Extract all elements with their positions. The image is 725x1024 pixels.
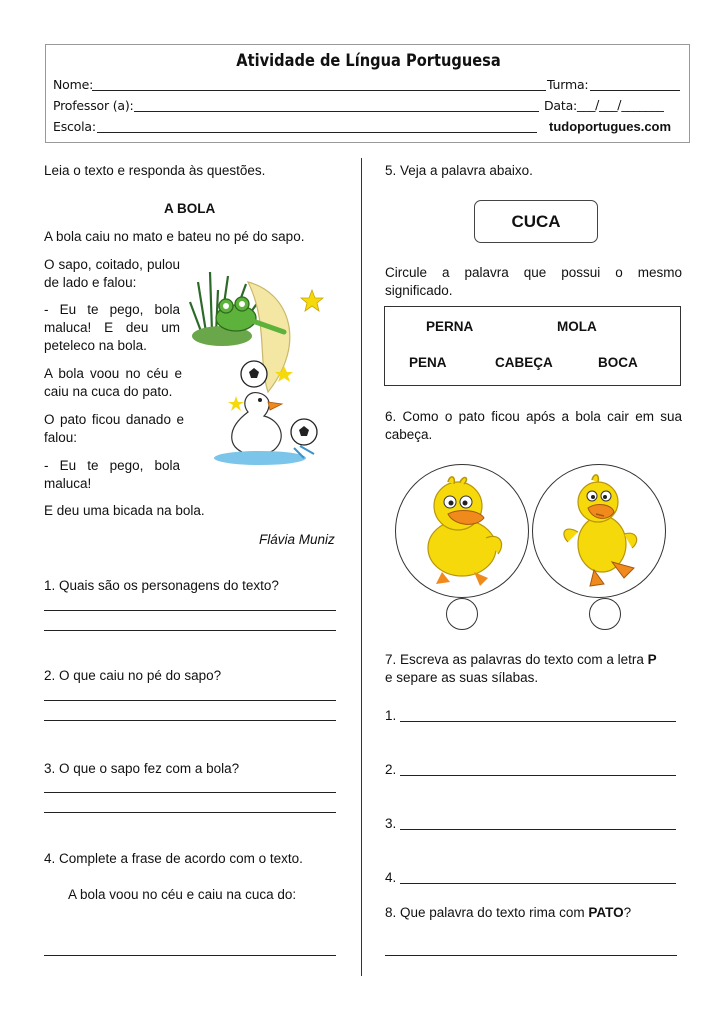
question-4: 4. Complete a frase de acordo com o texto.: [44, 851, 303, 866]
question-8-word: PATO: [588, 905, 624, 920]
answer-line-2a[interactable]: [44, 700, 336, 701]
story-title: A BOLA: [164, 201, 216, 216]
story-line-7: E deu uma bicada na bola.: [44, 503, 205, 518]
angry-duck-icon: [552, 472, 648, 592]
q7-item-3-number: 3.: [385, 816, 397, 831]
site-name: tudoportugues.com: [549, 119, 672, 134]
frog-ball-duck-illustration: [188, 262, 328, 472]
intro-text: Leia o texto e responda às questões.: [44, 163, 266, 178]
q7-item-1-number: 1.: [385, 708, 397, 723]
author: Flávia Muniz: [259, 532, 335, 547]
question-8-text: 8. Que palavra do texto rima com: [385, 905, 589, 920]
question-2: 2. O que caiu no pé do sapo?: [44, 668, 222, 683]
option-cabeca[interactable]: CABEÇA: [495, 355, 553, 370]
professor-field[interactable]: [134, 111, 539, 112]
question-1: 1. Quais são os personagens do texto?: [44, 578, 279, 593]
nome-label: Nome:: [53, 77, 94, 92]
option-mola[interactable]: MOLA: [557, 319, 597, 334]
q8-answer-line[interactable]: [385, 955, 677, 956]
story-line-2: O sapo, coitado, pulou de lado e falou:: [44, 257, 180, 290]
answer-line-1b[interactable]: [44, 630, 336, 631]
word-options-box: [384, 306, 681, 386]
question-8: [385, 905, 631, 920]
turma-label: Turma:: [547, 77, 589, 92]
cuca-word-box: CUCA: [474, 200, 598, 243]
q7-answer-line-1[interactable]: [400, 721, 676, 722]
q7-item-2-number: 2.: [385, 762, 397, 777]
option-boca[interactable]: BOCA: [598, 355, 638, 370]
q7-answer-line-3[interactable]: [400, 829, 676, 830]
answer-line-4[interactable]: [44, 955, 336, 956]
question-7: [385, 652, 657, 667]
answer-line-3a[interactable]: [44, 792, 336, 793]
turma-field[interactable]: [590, 90, 680, 91]
story-line-1: A bola caiu no mato e bateu no pé do sapo.: [44, 229, 305, 244]
story-line-5: O pato ficou danado e falou:: [44, 412, 184, 445]
option-pena[interactable]: PENA: [409, 355, 447, 370]
question-8-mark: ?: [623, 905, 632, 920]
option-perna[interactable]: PERNA: [426, 319, 474, 334]
escola-field[interactable]: [97, 132, 537, 133]
question-7-continuation: e separe as suas sílabas.: [385, 670, 539, 685]
story-line-6: - Eu te pego, bola maluca!: [44, 458, 180, 491]
story-line-3: - Eu te pego, bola maluca! E deu um peteleco na bola.: [44, 302, 180, 353]
data-field[interactable]: ___/___/_______: [577, 97, 664, 112]
question-3: 3. O que o sapo fez com a bola?: [44, 761, 240, 776]
data-label: Data:: [544, 98, 578, 113]
answer-circle-angry[interactable]: [589, 598, 621, 630]
q7-answer-line-2[interactable]: [400, 775, 676, 776]
q7-answer-line-4[interactable]: [400, 883, 676, 884]
column-divider: [361, 158, 362, 976]
question-7-letter: P: [647, 652, 657, 667]
escola-label: Escola:: [53, 119, 96, 134]
page-title: Atividade de Língua Portuguesa: [236, 51, 501, 71]
question-4-sentence: A bola voou no céu e caiu na cuca do:: [68, 887, 297, 902]
q7-item-4-number: 4.: [385, 870, 397, 885]
answer-line-2b[interactable]: [44, 720, 336, 721]
story-line-4: A bola voou no céu e caiu na cuca do pato.: [44, 366, 182, 399]
question-6: 6. Como o pato ficou após a bola cair em sua cabeça.: [385, 409, 682, 442]
professor-label: Professor (a):: [53, 98, 134, 113]
answer-line-3b[interactable]: [44, 812, 336, 813]
answer-line-1a[interactable]: [44, 610, 336, 611]
nome-field[interactable]: [92, 90, 546, 91]
answer-circle-calm[interactable]: [446, 598, 478, 630]
question-7-text: 7. Escreva as palavras do texto com a letra: [385, 652, 648, 667]
question-5-instruction: Circule a palavra que possui o mesmo significado.: [385, 265, 682, 298]
header-box: [45, 44, 690, 143]
calm-duck-icon: [414, 472, 510, 590]
question-5: 5. Veja a palavra abaixo.: [385, 163, 533, 178]
